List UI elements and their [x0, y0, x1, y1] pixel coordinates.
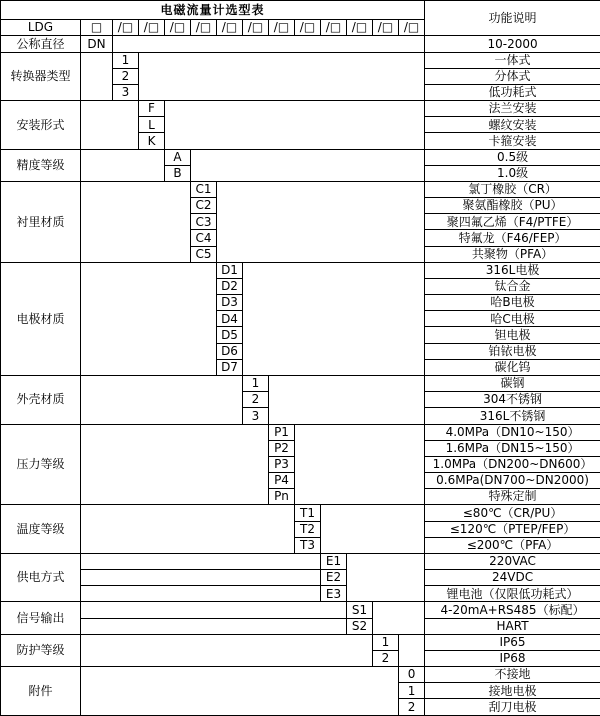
code-slot: /□: [373, 20, 399, 36]
spacer-cell: [81, 181, 191, 262]
code-slot: /□: [165, 20, 191, 36]
code-cell: 2: [113, 68, 139, 84]
code-cell: Pn: [269, 489, 295, 505]
code-cell: S1: [347, 602, 373, 618]
spacer-cell: [399, 634, 425, 666]
desc-cell: 钽电极: [425, 327, 600, 343]
desc-cell: 卡箍安装: [425, 133, 600, 149]
code-slot: /□: [399, 20, 425, 36]
spacer-cell: [217, 181, 425, 262]
desc-cell: 特殊定制: [425, 489, 600, 505]
desc-cell: 氯丁橡胶（CR）: [425, 181, 600, 197]
spacer-cell: [113, 36, 425, 52]
code-cell: P2: [269, 440, 295, 456]
spacer-cell: [269, 375, 425, 424]
spacer-cell: [321, 505, 425, 554]
desc-cell: 铂铱电极: [425, 343, 600, 359]
table-row: [1, 101, 600, 117]
code-cell: D1: [217, 262, 243, 278]
desc-cell: 10-2000: [425, 36, 600, 52]
section-label-accessories: 附件: [1, 667, 81, 716]
code-cell: C5: [191, 246, 217, 262]
code-cell: DN: [81, 36, 113, 52]
code-cell: B: [165, 165, 191, 181]
code-cell: D2: [217, 278, 243, 294]
spacer-cell: [81, 424, 269, 505]
section-label-converter-type: 转换器类型: [1, 52, 81, 101]
code-slot: /□: [113, 20, 139, 36]
section-label-housing-material: 外壳材质: [1, 375, 81, 424]
desc-cell: 一体式: [425, 52, 600, 68]
code-cell: 1: [373, 634, 399, 650]
desc-cell: 法兰安装: [425, 101, 600, 117]
code-cell: E1: [321, 553, 347, 569]
spacer-cell: [165, 101, 425, 150]
model-prefix: LDG: [1, 20, 81, 36]
page-title: 电磁流量计选型表: [1, 1, 425, 20]
desc-cell: 24VDC: [425, 570, 600, 586]
code-cell: L: [139, 117, 165, 133]
code-cell: C4: [191, 230, 217, 246]
spacer-cell: [81, 52, 113, 101]
code-cell: 1: [399, 683, 425, 699]
desc-cell: 4-20mA+RS485（标配）: [425, 602, 600, 618]
section-label-power-supply: 供电方式: [1, 553, 81, 602]
code-slot: /□: [217, 20, 243, 36]
desc-cell: ≤80℃（CR/PU）: [425, 505, 600, 521]
code-cell: D4: [217, 311, 243, 327]
desc-cell: 哈C电极: [425, 311, 600, 327]
code-cell: 2: [243, 392, 269, 408]
code-cell: P4: [269, 473, 295, 489]
spacer-cell: [81, 101, 139, 150]
table-row: [1, 570, 600, 586]
dn-box-slot: □: [81, 20, 113, 36]
spacer-cell: [243, 262, 425, 375]
code-slot: /□: [191, 20, 217, 36]
section-label-accuracy-grade: 精度等级: [1, 149, 81, 181]
table-row: [1, 181, 600, 197]
table-row: [1, 618, 600, 634]
spacer-cell: [373, 602, 425, 634]
code-cell: E2: [321, 570, 347, 586]
table-row: [1, 149, 600, 165]
desc-cell: 316L不锈钢: [425, 408, 600, 424]
spacer-cell: [81, 553, 321, 569]
desc-cell: 1.0级: [425, 165, 600, 181]
desc-cell: 钛合金: [425, 278, 600, 294]
code-cell: 3: [113, 84, 139, 100]
table-row: [1, 52, 600, 68]
code-slot: /□: [243, 20, 269, 36]
spacer-cell: [81, 634, 373, 666]
section-label-nominal-diameter: 公称直径: [1, 36, 81, 52]
code-cell: P1: [269, 424, 295, 440]
code-slot: /□: [347, 20, 373, 36]
code-cell: T1: [295, 505, 321, 521]
code-cell: A: [165, 149, 191, 165]
section-label-pressure-rating: 压力等级: [1, 424, 81, 505]
desc-cell: ≤120℃（PTEP/FEP）: [425, 521, 600, 537]
table-row: [1, 36, 600, 52]
desc-cell: 聚氨酯橡胶（PU）: [425, 198, 600, 214]
code-cell: C1: [191, 181, 217, 197]
desc-cell: 低功耗式: [425, 84, 600, 100]
desc-cell: 碳化钨: [425, 359, 600, 375]
section-label-electrode-material: 电极材质: [1, 262, 81, 375]
code-cell: D6: [217, 343, 243, 359]
section-label-temperature-rating: 温度等级: [1, 505, 81, 554]
desc-cell: 0.6MPa(DN700~DN2000): [425, 473, 600, 489]
desc-cell: 分体式: [425, 68, 600, 84]
table-row: [1, 375, 600, 391]
code-cell: D5: [217, 327, 243, 343]
desc-cell: 1.0MPa（DN200~DN600）: [425, 456, 600, 472]
code-cell: K: [139, 133, 165, 149]
title-row: [1, 1, 600, 20]
code-cell: 1: [243, 375, 269, 391]
table-row: [1, 602, 600, 618]
code-cell: 1: [113, 52, 139, 68]
desc-cell: 0.5级: [425, 149, 600, 165]
spacer-cell: [81, 570, 321, 586]
desc-cell: 4.0MPa（DN10~150）: [425, 424, 600, 440]
code-slot: /□: [139, 20, 165, 36]
code-slot: /□: [269, 20, 295, 36]
spacer-cell: [81, 602, 347, 618]
spacer-cell: [295, 424, 425, 505]
desc-cell: 304不锈钢: [425, 392, 600, 408]
desc-cell: 不接地: [425, 667, 600, 683]
table-row: [1, 586, 600, 602]
table-row: [1, 262, 600, 278]
desc-cell: IP65: [425, 634, 600, 650]
spacer-cell: [81, 262, 217, 375]
code-cell: S2: [347, 618, 373, 634]
spacer-cell: [191, 149, 425, 181]
code-cell: P3: [269, 456, 295, 472]
spacer-cell: [81, 375, 243, 424]
table-row: [1, 505, 600, 521]
code-cell: C3: [191, 214, 217, 230]
desc-cell: 螺纹安装: [425, 117, 600, 133]
desc-cell: IP68: [425, 650, 600, 666]
section-label-installation-type: 安装形式: [1, 101, 81, 150]
desc-cell: 聚四氟乙烯（F4/PTFE）: [425, 214, 600, 230]
table-row: [1, 667, 600, 683]
code-cell: T3: [295, 537, 321, 553]
spacer-cell: [81, 586, 321, 602]
desc-cell: 哈B电极: [425, 295, 600, 311]
spacer-cell: [347, 553, 425, 602]
desc-cell: 特氟龙（F46/FEP）: [425, 230, 600, 246]
desc-cell: 碳钢: [425, 375, 600, 391]
table-row: [1, 553, 600, 569]
function-column-header: 功能说明: [425, 1, 600, 36]
code-slot: /□: [295, 20, 321, 36]
desc-cell: 接地电极: [425, 683, 600, 699]
code-slot: /□: [321, 20, 347, 36]
code-cell: 2: [373, 650, 399, 666]
code-cell: E3: [321, 586, 347, 602]
desc-cell: ≤200℃（PFA）: [425, 537, 600, 553]
code-cell: T2: [295, 521, 321, 537]
desc-cell: 锂电池（仅限低功耗式）: [425, 586, 600, 602]
code-cell: 2: [399, 699, 425, 716]
code-cell: C2: [191, 198, 217, 214]
desc-cell: 共聚物（PFA）: [425, 246, 600, 262]
code-cell: 0: [399, 667, 425, 683]
section-label-lining-material: 衬里材质: [1, 181, 81, 262]
spacer-cell: [81, 505, 295, 554]
desc-cell: 1.6MPa（DN15~150）: [425, 440, 600, 456]
spacer-cell: [81, 149, 165, 181]
section-label-signal-output: 信号输出: [1, 602, 81, 634]
table-row: [1, 634, 600, 650]
desc-cell: HART: [425, 618, 600, 634]
code-cell: 3: [243, 408, 269, 424]
spacer-cell: [139, 52, 425, 101]
code-cell: F: [139, 101, 165, 117]
code-cell: D7: [217, 359, 243, 375]
spacer-cell: [81, 618, 347, 634]
section-label-protection-rating: 防护等级: [1, 634, 81, 666]
spacer-cell: [81, 667, 399, 716]
code-cell: D3: [217, 295, 243, 311]
desc-cell: 220VAC: [425, 553, 600, 569]
desc-cell: 316L电极: [425, 262, 600, 278]
table-row: [1, 424, 600, 440]
desc-cell: 刮刀电极: [425, 699, 600, 716]
